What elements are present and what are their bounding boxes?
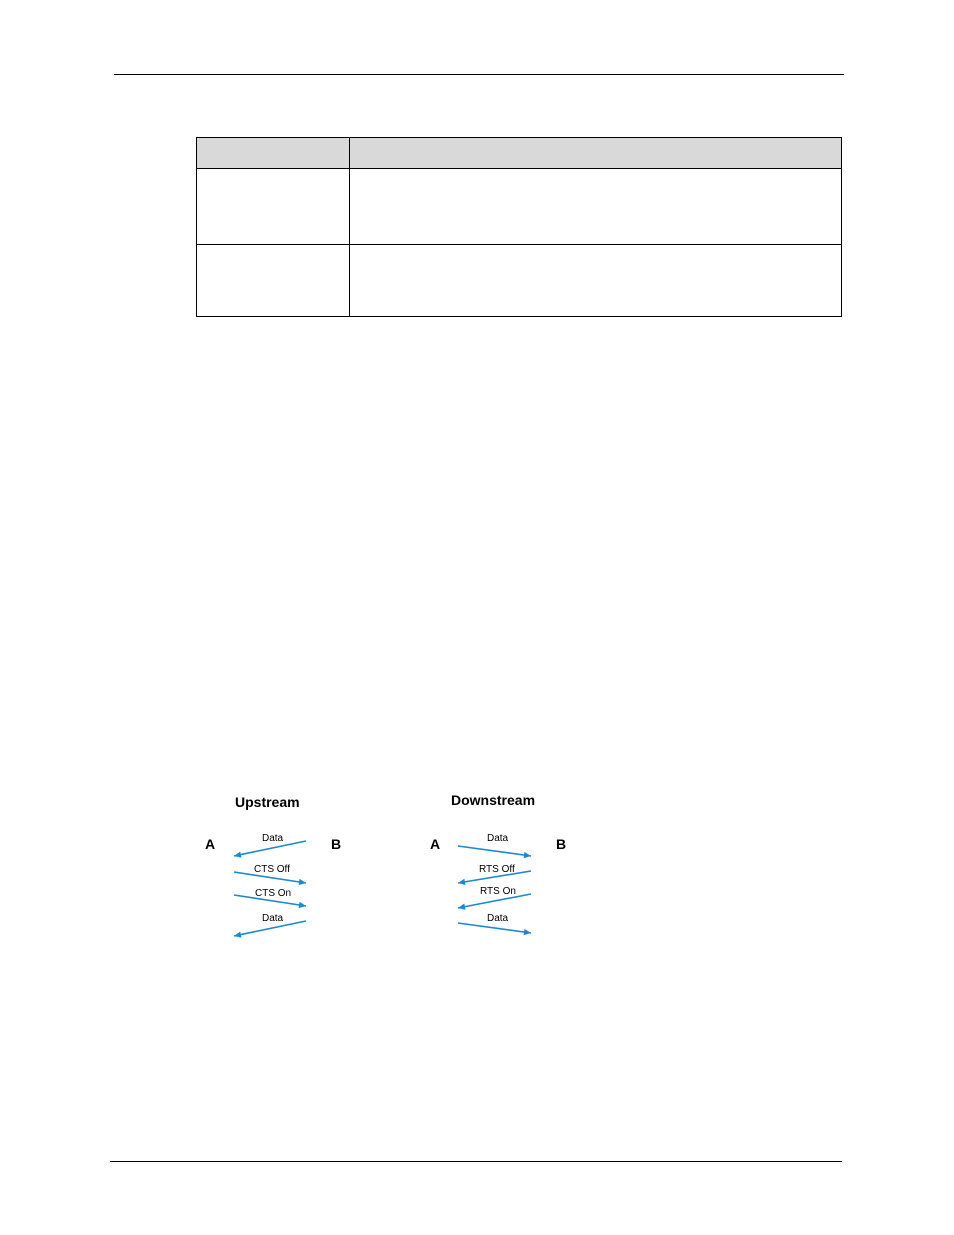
downstream-arrow-1 bbox=[458, 846, 531, 856]
upstream-node-a: A bbox=[205, 836, 216, 852]
table-cell bbox=[197, 245, 350, 317]
upstream-msg-4: Data bbox=[262, 913, 284, 924]
upstream-msg-3: CTS On bbox=[255, 888, 292, 899]
table-cell bbox=[197, 169, 350, 245]
downstream-title: Downstream bbox=[451, 792, 536, 808]
upstream-arrow-1 bbox=[234, 841, 306, 856]
upstream-node-b: B bbox=[331, 836, 342, 852]
footer-rule bbox=[110, 1161, 842, 1162]
downstream-arrow-3 bbox=[458, 894, 531, 908]
downstream-arrows bbox=[425, 785, 585, 945]
upstream-arrowhead-1 bbox=[234, 851, 242, 857]
upstream-arrowhead-2 bbox=[299, 879, 306, 885]
upstream-arrow-3 bbox=[234, 895, 306, 906]
downstream-msg-4: Data bbox=[487, 913, 509, 924]
downstream-msg-2: RTS Off bbox=[479, 864, 515, 875]
table-header-cell bbox=[197, 138, 350, 169]
downstream-diagram bbox=[425, 785, 585, 945]
downstream-arrowhead-2 bbox=[458, 879, 465, 885]
downstream-arrow-4 bbox=[458, 923, 531, 933]
header-rule bbox=[114, 74, 844, 75]
downstream-arrowhead-3 bbox=[458, 904, 465, 910]
upstream-arrowhead-3 bbox=[299, 902, 306, 908]
upstream-msg-1: Data bbox=[262, 833, 284, 844]
upstream-arrows bbox=[200, 785, 360, 945]
upstream-msg-2: CTS Off bbox=[254, 864, 290, 875]
upstream-arrowhead-4 bbox=[234, 931, 242, 937]
parameter-table bbox=[196, 137, 842, 317]
table-header-cell bbox=[350, 138, 842, 169]
table-row bbox=[197, 245, 842, 317]
table-header-row bbox=[197, 138, 842, 169]
downstream-msg-3: RTS On bbox=[480, 886, 516, 897]
table-cell bbox=[350, 169, 842, 245]
downstream-node-a: A bbox=[430, 836, 441, 852]
upstream-title: Upstream bbox=[235, 794, 300, 810]
table-cell bbox=[350, 245, 842, 317]
table-row bbox=[197, 169, 842, 245]
downstream-arrow-2 bbox=[458, 871, 531, 883]
upstream-arrow-2 bbox=[234, 872, 306, 883]
downstream-msg-1: Data bbox=[487, 833, 509, 844]
downstream-node-b: B bbox=[556, 836, 567, 852]
upstream-arrow-4 bbox=[234, 921, 306, 936]
upstream-diagram bbox=[200, 785, 360, 945]
